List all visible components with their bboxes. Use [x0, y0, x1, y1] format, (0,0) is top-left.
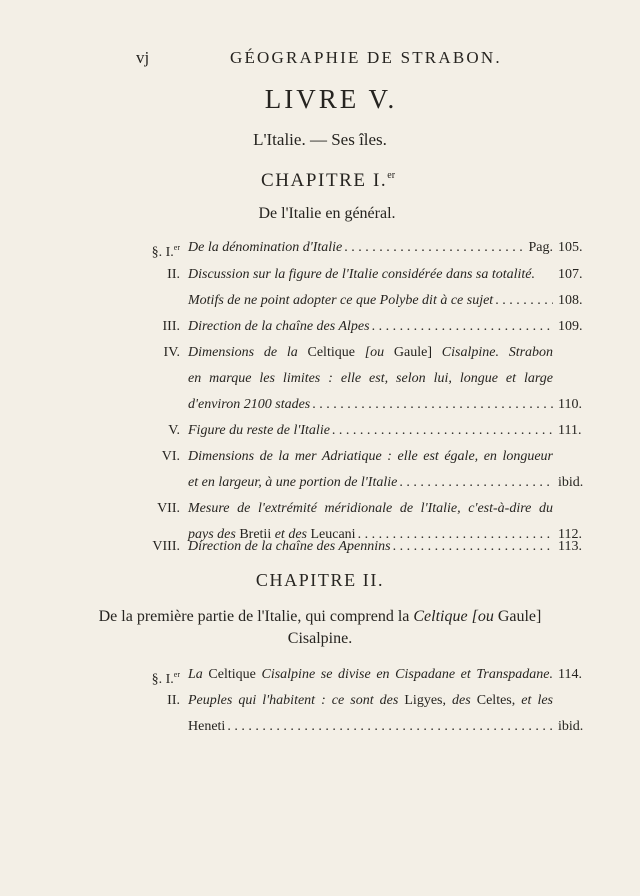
- entry-text: Figure du reste de l'Italie . . .: [188, 420, 553, 442]
- entry-text-line-3: d'environ 2100 stades . . .: [188, 394, 553, 416]
- entry-page: 113.: [558, 539, 582, 554]
- entry-text-line-1: Peuples qui l'habitent : ce sont des Ligyes, des Celtes, et les: [188, 693, 553, 708]
- toc-entry: [0, 420, 640, 442]
- entry-label: §. I.$^{er}$: [151, 243, 180, 260]
- entry-label: §. I.$^{er}$: [151, 670, 180, 687]
- entry-page: 105.: [558, 240, 583, 255]
- chapter-1-sup: er: [387, 170, 396, 181]
- entry-text-line-2: en marque les limites : elle est, selon lui, longue et large: [188, 371, 553, 386]
- toc-entry: [0, 264, 640, 286]
- page-folio: vj: [136, 48, 150, 67]
- chapter-1-title: CHAPITRE I.: [260, 170, 388, 191]
- toc-entry: [0, 237, 640, 259]
- entry-page: 107.: [558, 267, 583, 282]
- toc-entry: [0, 316, 640, 338]
- running-title: GÉOGRAPHIE DE STRABON.: [230, 48, 502, 67]
- entry-text-line-2: et en largeur, à une portion de l'Italie . . .: [188, 472, 553, 494]
- toc-entry: [0, 290, 640, 312]
- entry-text-line-2: pays des Bretii et des Leucani . . .: [188, 524, 553, 546]
- livre-subtitle: L'Italie. — Ses îles.: [253, 130, 387, 149]
- entry-text-line-1: Dimensions de la mer Adriatique : elle est égale, en longueur: [188, 449, 553, 464]
- toc-entry: [0, 690, 640, 742]
- entry-label: VIII.: [152, 539, 180, 554]
- entry-label: II.: [167, 267, 180, 282]
- entry-page: 110.: [558, 397, 582, 412]
- entry-label: III.: [162, 319, 180, 334]
- entry-label: VII.: [157, 501, 180, 516]
- chapter-2-heading: CHAPITRE II.: [255, 570, 385, 590]
- chapter-2-subtitle: De la première partie de l'Italie, qui comprend la Celtique [ou Gaule] Cisalpine.: [98, 608, 542, 647]
- chapter-1-subtitle: De l'Italie en général.: [258, 205, 396, 222]
- entry-page: 111.: [558, 423, 582, 438]
- entry-label: IV.: [163, 345, 180, 360]
- entry-text: Direction de la chaîne des Apennins . . .: [188, 536, 553, 558]
- entry-page: 109.: [558, 319, 583, 334]
- entry-page: ibid.: [558, 475, 584, 490]
- running-head: [136, 48, 640, 72]
- entry-text: Motifs de ne point adopter ce que Polybe dit à ce sujet . . .: [188, 290, 553, 312]
- livre-heading: LIVRE V.: [264, 84, 398, 114]
- chapter-1-heading: [0, 170, 640, 192]
- entry-label: V.: [168, 423, 180, 438]
- entry-text: Discussion sur la figure de l'Italie considérée dans sa totalité.: [188, 267, 535, 282]
- entry-page: 114.: [558, 667, 582, 682]
- entry-page: ibid.: [558, 719, 584, 734]
- entry-page: 108.: [558, 293, 583, 308]
- toc-entry: [0, 446, 640, 498]
- entry-text: Direction de la chaîne des Alpes . . .: [188, 316, 553, 338]
- toc-entry: [0, 536, 640, 558]
- entry-label: VI.: [161, 449, 180, 464]
- entry-text: De la dénomination d'Italie . . . Pag.: [188, 237, 553, 259]
- entry-text-line-1: Mesure de l'extrémité méridionale de l'Italie, c'est-à-dire du: [188, 501, 553, 516]
- entry-text-line-1: Dimensions de la Celtique [ou Gaule] Cisalpine. Strabon: [188, 345, 554, 360]
- entry-text: La Celtique Cisalpine se divise en Cispadane et Transpadane.: [188, 667, 554, 682]
- entry-label: II.: [167, 693, 180, 708]
- entry-page: 112.: [558, 527, 582, 542]
- toc-entry: [0, 342, 640, 420]
- toc-entry: [0, 664, 640, 686]
- entry-text-line-2: Heneti . . .: [188, 716, 553, 738]
